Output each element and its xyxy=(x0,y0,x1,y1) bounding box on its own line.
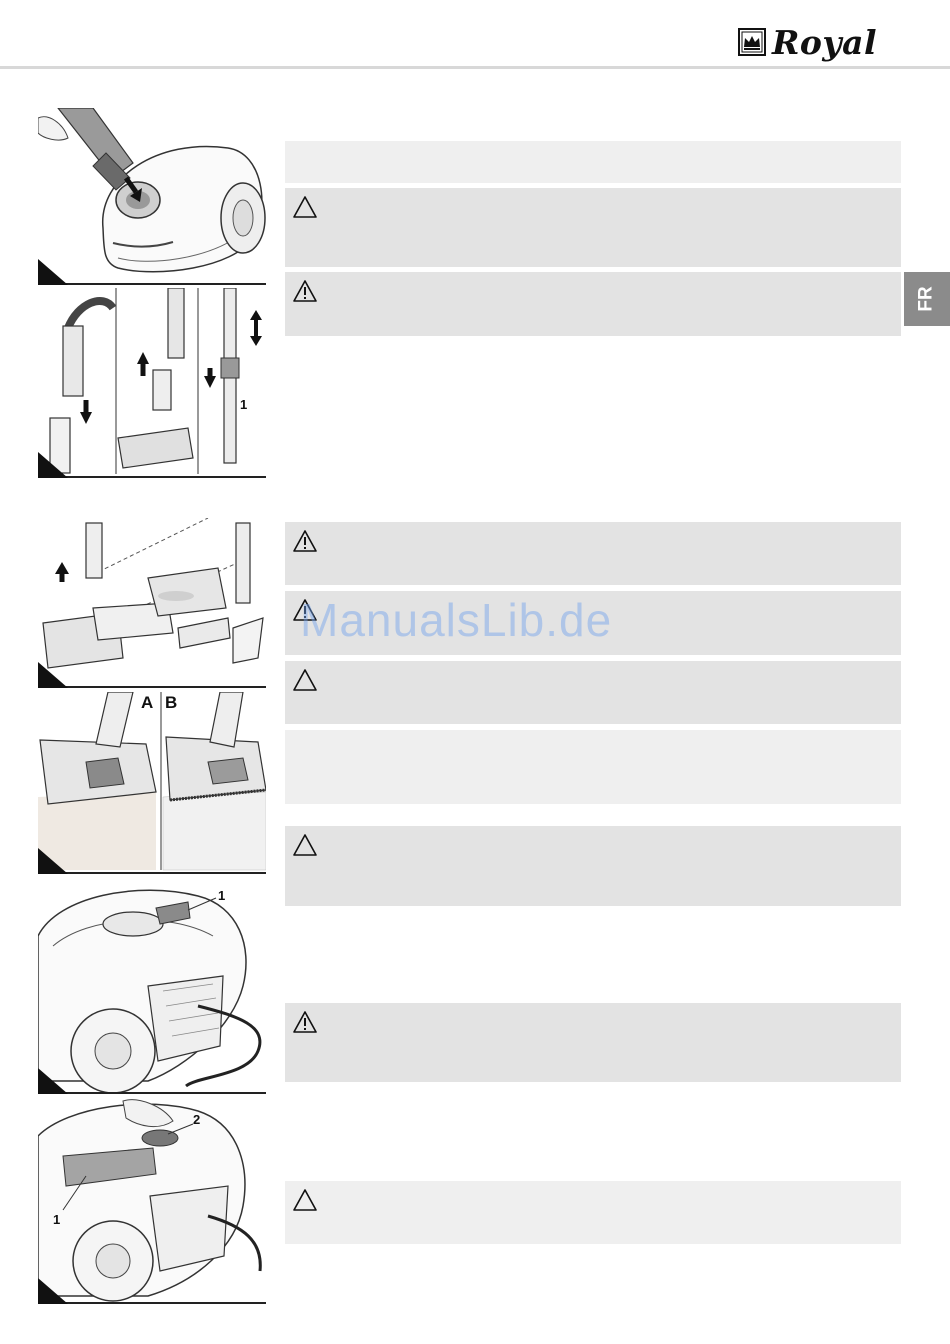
label-b: B xyxy=(165,693,178,712)
caution-triangle-icon xyxy=(292,833,318,857)
figure-cord-rewind xyxy=(38,876,266,1094)
brand-name: Royal xyxy=(772,22,878,62)
notice-box-8 xyxy=(285,826,901,906)
notice-box-3 xyxy=(285,272,901,336)
caution-triangle-icon xyxy=(292,668,318,692)
callout-1: 1 xyxy=(53,1212,61,1227)
label-a: A xyxy=(141,693,154,712)
callout-2: 2 xyxy=(193,1112,201,1127)
crown-icon xyxy=(738,28,766,56)
figure-power-button xyxy=(38,1096,266,1304)
warning-exclamation-icon xyxy=(292,1010,318,1034)
callout-1: 1 xyxy=(240,397,248,412)
notice-box-7 xyxy=(285,730,901,804)
warning-exclamation-icon xyxy=(292,529,318,553)
figure-accessories xyxy=(38,518,266,688)
notice-box-1 xyxy=(285,141,901,183)
notice-box-10 xyxy=(285,1181,901,1244)
notice-box-9 xyxy=(285,1003,901,1082)
figure-tube-assembly xyxy=(38,288,266,478)
watermark-text: ManualsLib.de xyxy=(300,594,613,646)
notice-box-2 xyxy=(285,188,901,267)
warning-exclamation-icon xyxy=(292,279,318,303)
callout-1: 1 xyxy=(218,888,226,903)
language-tab xyxy=(904,272,950,326)
notice-box-4 xyxy=(285,522,901,585)
caution-triangle-icon xyxy=(292,195,318,219)
header-divider xyxy=(0,66,950,69)
notice-box-6 xyxy=(285,661,901,724)
caution-triangle-icon xyxy=(292,1188,318,1212)
language-code: FR xyxy=(915,286,937,312)
figure-hose-insert xyxy=(38,108,266,285)
brand-logo xyxy=(738,22,908,62)
figure-floor-brush xyxy=(38,692,266,874)
